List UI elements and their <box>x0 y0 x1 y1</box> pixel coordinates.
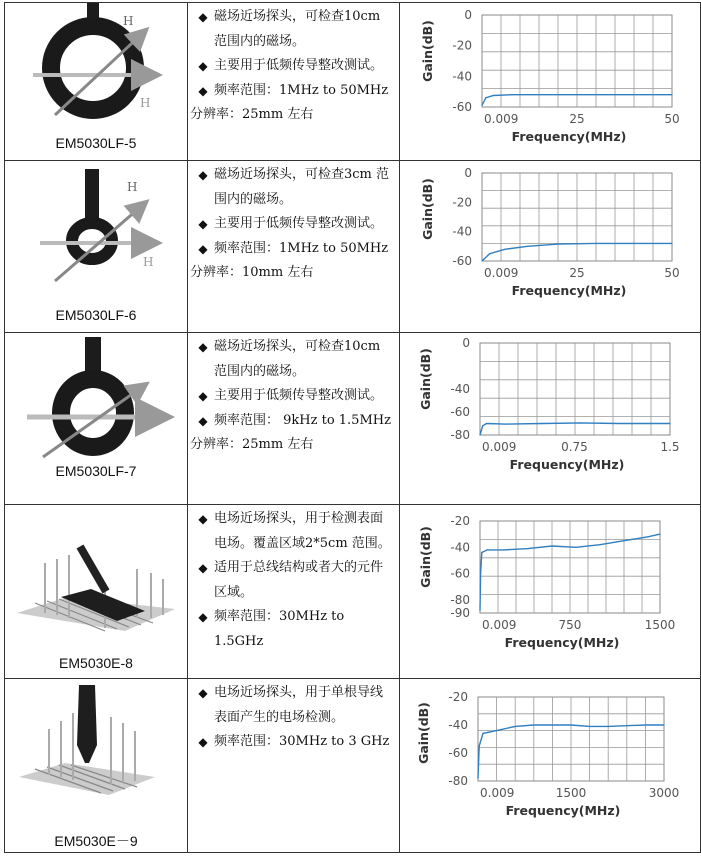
data-point <box>504 249 505 250</box>
list-item: ◆ 主要用于低频传导整改测试。 <box>188 54 395 79</box>
probe-tip <box>77 685 97 763</box>
data-point <box>479 610 480 611</box>
gain-chart <box>400 3 700 159</box>
chart-svg <box>400 161 700 331</box>
data-point <box>552 724 553 725</box>
x-axis-label: Frequency(MHz) <box>504 635 620 650</box>
data-point <box>663 724 664 725</box>
description-cell <box>188 505 400 679</box>
data-point <box>496 730 497 731</box>
y-tick-label: -40 <box>452 69 472 84</box>
x-tick-label: 1.5 <box>660 440 680 454</box>
chart-cell <box>400 679 701 853</box>
data-point <box>482 425 483 426</box>
chart-svg <box>400 505 700 677</box>
probe-photo <box>5 685 187 815</box>
data-point <box>538 94 539 95</box>
probe-handle <box>77 544 110 593</box>
chart-svg <box>400 679 700 851</box>
model-label: EM5030E-8 <box>59 655 133 671</box>
x-tick-label: 50 <box>664 112 680 126</box>
bullet-diamond-icon: ◆ <box>198 340 208 354</box>
list-item: ◆ 频率范围：30MHz to 3 GHz <box>188 730 395 755</box>
description-cell <box>188 161 400 333</box>
y-tick-label: -60 <box>452 100 472 114</box>
list-item: ◆ 适用于总线结构或者大的元件区域。 <box>188 556 395 605</box>
bullet-diamond-icon: ◆ <box>198 413 208 428</box>
x-tick-label: 50 <box>664 266 680 280</box>
bullet-diamond-icon: ◆ <box>198 512 208 526</box>
x-axis-label: Frequency(MHz) <box>509 457 625 472</box>
probe-loop <box>51 26 135 110</box>
field-label: H <box>143 255 154 269</box>
y-tick-label: -60 <box>448 746 468 760</box>
data-point <box>493 95 494 96</box>
x-tick-label: 3000 <box>648 786 680 800</box>
y-tick-label: 0 <box>464 8 472 22</box>
y-axis-label: Gain(dB) <box>418 526 433 588</box>
y-tick-label: -80 <box>448 774 468 788</box>
gain-chart <box>400 679 700 851</box>
gain-chart <box>400 161 700 331</box>
data-point <box>481 260 482 261</box>
probe-photo-cell <box>5 161 188 333</box>
y-tick-label: -20 <box>452 195 472 210</box>
y-axis-label: Gain(dB) <box>420 178 435 240</box>
bullet-diamond-icon: ◆ <box>198 83 208 98</box>
probe-photo-cell <box>5 679 188 853</box>
x-tick-label: 0.009 <box>482 618 517 632</box>
data-point <box>489 253 490 254</box>
list-item: ◆ 电场近场探头，用于检测表面电场。覆盖区域2*5cm 范围。 <box>188 507 395 556</box>
data-point <box>480 573 481 574</box>
data-point <box>618 423 619 424</box>
data-point <box>479 745 480 746</box>
x-tick-label: 0.009 <box>482 440 517 454</box>
x-axis-label: Frequency(MHz) <box>511 129 627 144</box>
x-tick-label: 1500 <box>644 618 676 632</box>
bullet-diamond-icon: ◆ <box>198 168 208 182</box>
data-point <box>551 545 552 546</box>
probe-photo <box>5 161 187 291</box>
chart-cell <box>400 3 701 161</box>
y-tick-label: -40 <box>452 224 472 239</box>
list-item: ◆ 磁场近场探头，可检查10cm 范围内的磁场。 <box>188 335 395 384</box>
y-tick-label: -20 <box>452 38 472 53</box>
y-tick-label: -40 <box>450 382 470 396</box>
x-tick-label: 0.009 <box>484 112 519 126</box>
chart-cell <box>400 505 701 679</box>
probe-photo <box>5 333 187 463</box>
list-item: ◆ 频率范围：1MHz to 50MHz <box>188 237 395 262</box>
field-label: H <box>123 14 134 28</box>
y-tick-label: -40 <box>448 718 468 732</box>
data-point <box>645 724 646 725</box>
bullet-diamond-icon: ◆ <box>198 217 208 231</box>
x-tick-label: 25 <box>569 112 585 126</box>
model-label: EM5030LF-5 <box>55 135 137 151</box>
description-cell <box>188 3 400 161</box>
data-point <box>570 724 571 725</box>
x-tick-label: 25 <box>569 266 585 280</box>
probe-photo-cell <box>5 3 188 161</box>
data-point <box>485 97 486 98</box>
model-label: EM5030LF-7 <box>55 463 137 479</box>
data-point <box>614 94 615 95</box>
chart-cell <box>400 333 701 505</box>
list-item: ◆ 频率范围：30MHz to 1.5GHz <box>188 605 395 654</box>
chart-cell <box>400 161 701 333</box>
data-point <box>504 424 505 425</box>
x-tick-label: 1500 <box>555 786 587 800</box>
y-tick-label: -20 <box>448 690 468 704</box>
model-label: EM5030E－9 <box>54 833 138 849</box>
data-point <box>633 243 634 244</box>
y-tick-label: -60 <box>450 566 470 581</box>
y-tick-label: 0 <box>464 166 472 180</box>
bullet-diamond-icon: ◆ <box>198 610 208 624</box>
data-point <box>512 94 513 95</box>
y-tick-label: -60 <box>452 254 472 268</box>
data-point <box>608 726 609 727</box>
probe-photo-cell <box>5 333 188 505</box>
data-point <box>527 246 528 247</box>
data-point <box>671 243 672 244</box>
y-axis-label: Gain(dB) <box>418 348 433 410</box>
x-axis-label: Frequency(MHz) <box>511 283 627 298</box>
data-point <box>481 552 482 553</box>
data-point <box>671 94 672 95</box>
x-tick-label: 0.75 <box>561 440 588 454</box>
data-point <box>647 536 648 537</box>
list-item: ◆ 频率范围：1MHz to 50MHz <box>188 79 395 104</box>
data-point <box>557 244 558 245</box>
y-axis-label: Gain(dB) <box>420 20 435 82</box>
y-tick-label: -90 <box>450 606 470 620</box>
probe-photo <box>5 523 187 653</box>
data-point <box>527 548 528 549</box>
bullet-diamond-icon: ◆ <box>198 686 208 700</box>
data-point <box>659 534 660 535</box>
data-point <box>576 94 577 95</box>
y-axis-label: Gain(dB) <box>416 702 431 764</box>
y-tick-label: -20 <box>450 514 470 528</box>
list-item: ◆ 频率范围： 9kHz to 1.5MHz <box>188 409 395 434</box>
x-axis-label: Frequency(MHz) <box>505 803 621 818</box>
gain-chart <box>400 505 700 677</box>
table-row <box>5 679 701 853</box>
y-tick-label: 0 <box>462 336 470 350</box>
table-row <box>5 161 701 333</box>
description-cell <box>188 679 400 853</box>
field-label: H <box>127 180 138 194</box>
chart-svg <box>400 333 700 503</box>
data-point <box>626 725 627 726</box>
field-label: H <box>140 96 151 110</box>
table-row <box>5 333 701 505</box>
probe-photo-cell <box>5 505 188 679</box>
y-tick-label: -80 <box>450 592 470 607</box>
data-point <box>515 726 516 727</box>
bullet-diamond-icon: ◆ <box>198 59 208 73</box>
data-point <box>482 733 483 734</box>
chart-svg <box>400 3 700 159</box>
bullet-diamond-icon: ◆ <box>198 735 208 749</box>
data-point <box>487 549 488 550</box>
data-point <box>479 434 480 435</box>
data-point <box>503 549 504 550</box>
data-point <box>575 547 576 548</box>
x-tick-label: 750 <box>558 618 582 632</box>
x-tick-label: 0.009 <box>480 786 515 800</box>
description-cell <box>188 333 400 505</box>
data-point <box>599 544 600 545</box>
bullet-diamond-icon: ◆ <box>198 561 208 575</box>
model-label: EM5030LF-6 <box>55 307 137 323</box>
probe-photo <box>5 3 187 133</box>
bullet-diamond-icon: ◆ <box>198 241 208 256</box>
data-point <box>481 105 482 106</box>
data-point <box>589 726 590 727</box>
resolution-text: 分辨率：10mm 左右 <box>190 265 314 280</box>
data-point <box>595 243 596 244</box>
gain-chart <box>400 333 700 503</box>
list-item: ◆ 电场近场探头，用于单根导线表面产生的电场检测。 <box>188 681 395 730</box>
list-item: ◆ 磁场近场探头，可检查3cm 范围内的磁场。 <box>188 163 395 212</box>
data-point <box>669 423 670 424</box>
data-point <box>486 423 487 424</box>
data-point <box>477 778 478 779</box>
resolution-text: 分辨率：25mm 左右 <box>190 437 314 452</box>
bullet-diamond-icon: ◆ <box>198 10 208 24</box>
data-point <box>580 422 581 423</box>
x-tick-label: 0.009 <box>484 266 519 280</box>
list-item: ◆ 磁场近场探头，可检查10cm 范围内的磁场。 <box>188 5 395 54</box>
table-row <box>5 505 701 679</box>
resolution-text: 分辨率：25mm 左右 <box>190 107 314 122</box>
list-item: ◆ 主要用于低频传导整改测试。 <box>188 212 395 237</box>
probe-spec-table <box>4 2 701 853</box>
y-tick-label: -80 <box>450 428 470 442</box>
y-tick-label: -40 <box>450 540 470 555</box>
data-point <box>542 423 543 424</box>
y-tick-label: -60 <box>450 405 470 419</box>
bullet-diamond-icon: ◆ <box>198 389 208 403</box>
list-item: ◆ 主要用于低频传导整改测试。 <box>188 384 395 409</box>
table-row <box>5 3 701 161</box>
data-point <box>533 724 534 725</box>
data-point <box>623 540 624 541</box>
